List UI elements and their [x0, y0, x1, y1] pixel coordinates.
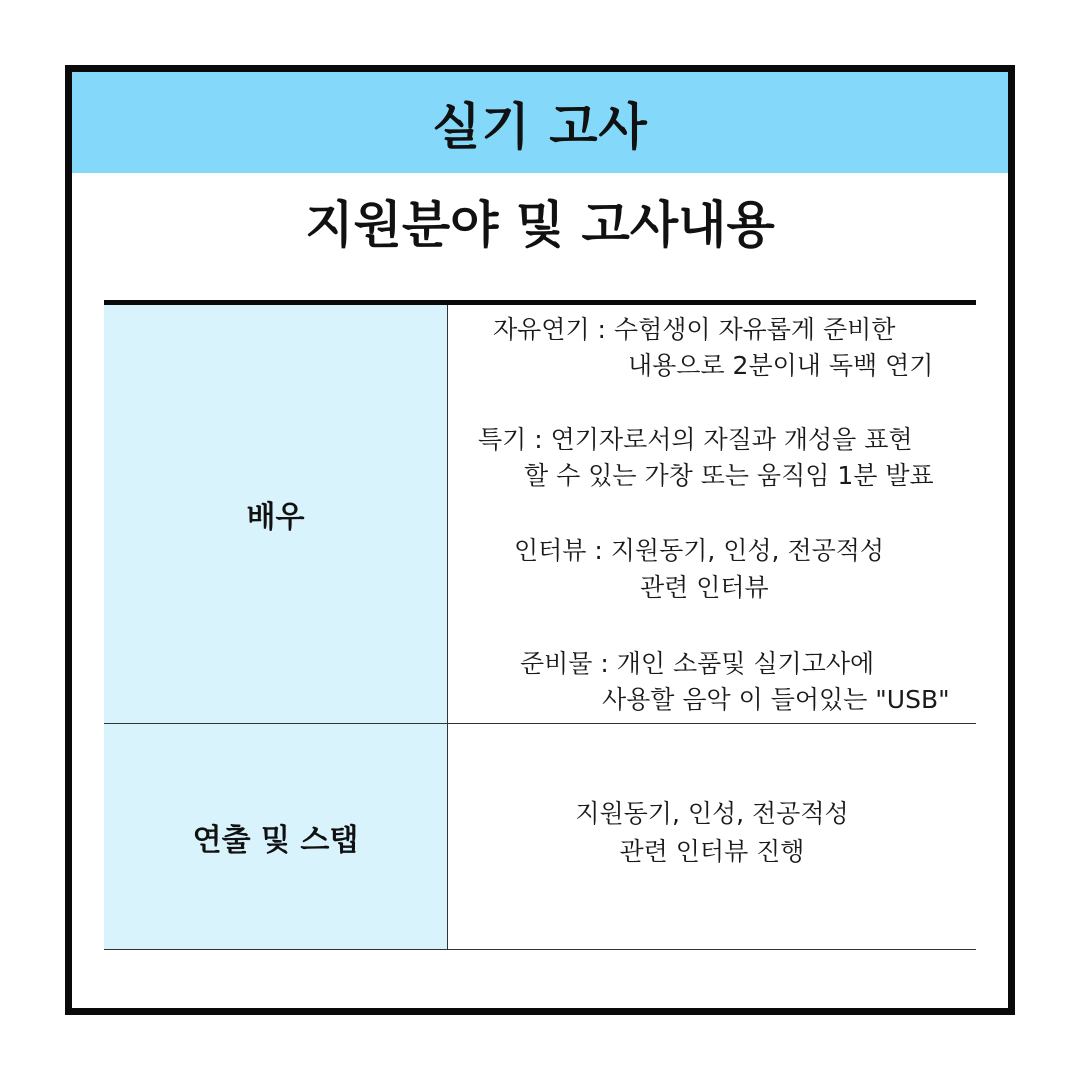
- content-block: [448, 795, 976, 871]
- row-label-director-staff: 연출 및 스탭: [104, 724, 448, 949]
- section-subtitle: 지원분야 및 고사내용: [305, 196, 775, 254]
- content-line: 지원동기, 인성, 전공적성: [575, 799, 849, 828]
- row-content-director-staff: [448, 724, 976, 949]
- exam-table: [104, 300, 976, 950]
- content-line: 관련 인터뷰 진행: [619, 837, 805, 866]
- content-line: 인터뷰 : 지원동기, 인성, 전공적성: [514, 536, 885, 565]
- table-row-actor: [104, 305, 976, 724]
- content-line: 할 수 있는 가창 또는 움직임 1분 발표: [524, 461, 934, 490]
- content-line: 내용으로 2분이내 독백 연기: [628, 351, 934, 380]
- table-row-director-staff: [104, 724, 976, 950]
- card-frame: [65, 65, 1015, 1015]
- content-line: 준비물 : 개인 소품및 실기고사에: [520, 649, 875, 678]
- row-content-actor: [448, 305, 976, 723]
- content-line: 자유연기 : 수험생이 자유롭게 준비한: [493, 315, 896, 344]
- content-line: 사용할 음악 이 들어있는 "USB": [602, 685, 950, 714]
- row-label-actor: 배우: [104, 305, 448, 723]
- content-line: 특기 : 연기자로서의 자질과 개성을 표현: [478, 425, 913, 454]
- content-line: 관련 인터뷰: [640, 573, 769, 602]
- header-title: 실기 고사: [432, 97, 648, 156]
- header-band: [72, 72, 1008, 173]
